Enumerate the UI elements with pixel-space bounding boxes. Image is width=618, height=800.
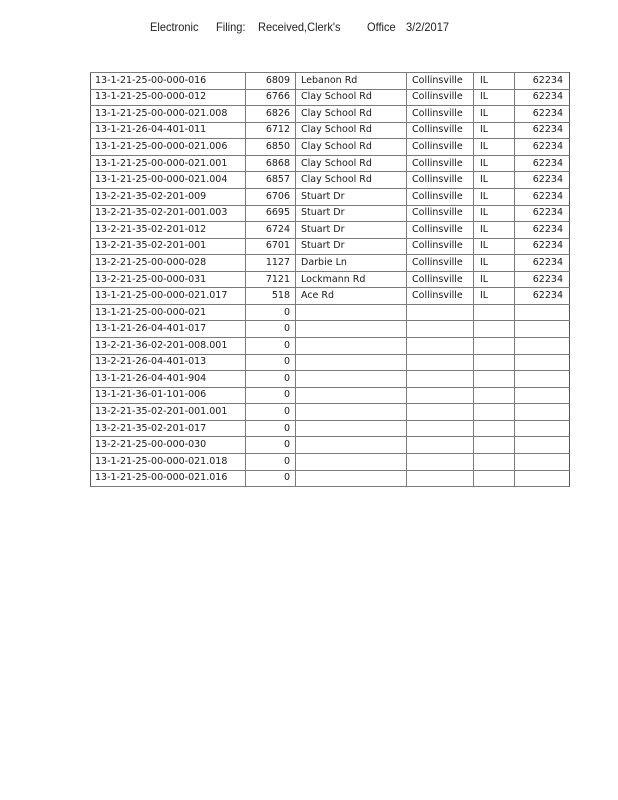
table-row (91, 155, 570, 172)
street-number-cell: 0 (246, 453, 296, 470)
zip-code-cell (515, 387, 570, 404)
table-row (91, 106, 570, 123)
state-cell (474, 404, 515, 421)
table-row (91, 172, 570, 189)
street-number-cell: 0 (246, 304, 296, 321)
city-cell: Collinsville (407, 122, 474, 139)
street-number-cell: 6809 (246, 73, 296, 90)
zip-code-cell (515, 321, 570, 338)
city-cell (407, 338, 474, 355)
city-cell: Collinsville (407, 155, 474, 172)
state-cell: IL (474, 73, 515, 90)
table-row (91, 89, 570, 106)
table-row (91, 420, 570, 437)
zip-code-cell (515, 354, 570, 371)
state-cell (474, 338, 515, 355)
parcel-number-cell: 13-2-21-25-00-000-030 (91, 437, 246, 454)
street-number-cell: 518 (246, 288, 296, 305)
state-cell (474, 453, 515, 470)
table-row (91, 338, 570, 355)
city-cell: Collinsville (407, 271, 474, 288)
street-number-cell: 0 (246, 338, 296, 355)
electronic-filing-stamp (0, 20, 618, 36)
zip-code-cell: 62234 (515, 205, 570, 222)
city-cell: Collinsville (407, 73, 474, 90)
zip-code-cell (515, 404, 570, 421)
street-number-cell: 7121 (246, 271, 296, 288)
zip-code-cell: 62234 (515, 222, 570, 239)
zip-code-cell (515, 338, 570, 355)
zip-code-cell (515, 371, 570, 388)
city-cell: Collinsville (407, 139, 474, 156)
state-cell: IL (474, 222, 515, 239)
city-cell (407, 371, 474, 388)
street-number-cell: 6695 (246, 205, 296, 222)
table-row (91, 255, 570, 272)
street-name-cell: Stuart Dr (296, 188, 407, 205)
parcel-number-cell: 13-2-21-35-02-201-001.001 (91, 404, 246, 421)
street-name-cell: Stuart Dr (296, 238, 407, 255)
state-cell: IL (474, 238, 515, 255)
zip-code-cell: 62234 (515, 139, 570, 156)
street-number-cell: 6724 (246, 222, 296, 239)
table-row (91, 404, 570, 421)
city-cell: Collinsville (407, 238, 474, 255)
street-number-cell: 0 (246, 371, 296, 388)
table-row (91, 271, 570, 288)
street-number-cell: 0 (246, 387, 296, 404)
street-name-cell: Ace Rd (296, 288, 407, 305)
state-cell (474, 470, 515, 487)
street-number-cell: 0 (246, 420, 296, 437)
street-name-cell (296, 437, 407, 454)
table-row (91, 437, 570, 454)
zip-code-cell: 62234 (515, 255, 570, 272)
table-row (91, 222, 570, 239)
street-name-cell: Stuart Dr (296, 222, 407, 239)
state-cell: IL (474, 288, 515, 305)
state-cell: IL (474, 122, 515, 139)
street-name-cell: Clay School Rd (296, 89, 407, 106)
street-name-cell (296, 304, 407, 321)
state-cell (474, 304, 515, 321)
street-name-cell (296, 420, 407, 437)
parcel-number-cell: 13-1-21-36-01-101-006 (91, 387, 246, 404)
street-number-cell: 6706 (246, 188, 296, 205)
stamp-word-office: Office (367, 20, 396, 34)
table-row (91, 387, 570, 404)
street-number-cell: 6712 (246, 122, 296, 139)
zip-code-cell: 62234 (515, 188, 570, 205)
state-cell (474, 371, 515, 388)
table-row (91, 73, 570, 90)
parcel-number-cell: 13-1-21-25-00-000-016 (91, 73, 246, 90)
parcel-number-cell: 13-1-21-25-00-000-021.004 (91, 172, 246, 189)
street-number-cell: 6701 (246, 238, 296, 255)
parcel-number-cell: 13-2-21-35-02-201-001 (91, 238, 246, 255)
city-cell: Collinsville (407, 222, 474, 239)
state-cell: IL (474, 106, 515, 123)
parcel-number-cell: 13-1-21-25-00-000-021.008 (91, 106, 246, 123)
stamp-date: 3/2/2017 (406, 20, 449, 34)
table-row (91, 371, 570, 388)
table-row (91, 453, 570, 470)
street-number-cell: 0 (246, 321, 296, 338)
street-name-cell (296, 354, 407, 371)
state-cell (474, 354, 515, 371)
zip-code-cell: 62234 (515, 122, 570, 139)
zip-code-cell: 62234 (515, 89, 570, 106)
state-cell: IL (474, 255, 515, 272)
parcel-number-cell: 13-2-21-25-00-000-028 (91, 255, 246, 272)
state-cell (474, 387, 515, 404)
city-cell (407, 321, 474, 338)
table-row (91, 470, 570, 487)
table-row (91, 354, 570, 371)
street-name-cell (296, 453, 407, 470)
parcel-number-cell: 13-1-21-25-00-000-012 (91, 89, 246, 106)
state-cell (474, 321, 515, 338)
street-number-cell: 0 (246, 404, 296, 421)
stamp-word-filing: Filing: (216, 20, 246, 34)
zip-code-cell: 62234 (515, 288, 570, 305)
street-number-cell: 0 (246, 354, 296, 371)
zip-code-cell: 62234 (515, 73, 570, 90)
street-name-cell: Lockmann Rd (296, 271, 407, 288)
zip-code-cell (515, 420, 570, 437)
city-cell (407, 354, 474, 371)
street-number-cell: 1127 (246, 255, 296, 272)
city-cell (407, 420, 474, 437)
parcel-number-cell: 13-2-21-26-04-401-013 (91, 354, 246, 371)
state-cell: IL (474, 172, 515, 189)
parcel-number-cell: 13-1-21-25-00-000-021.006 (91, 139, 246, 156)
street-number-cell: 6868 (246, 155, 296, 172)
city-cell: Collinsville (407, 106, 474, 123)
stamp-word-electronic: Electronic (150, 20, 199, 34)
street-name-cell: Darbie Ln (296, 255, 407, 272)
street-name-cell (296, 387, 407, 404)
street-number-cell: 0 (246, 437, 296, 454)
parcel-number-cell: 13-2-21-35-02-201-017 (91, 420, 246, 437)
street-name-cell (296, 321, 407, 338)
city-cell (407, 387, 474, 404)
parcel-number-cell: 13-2-21-25-00-000-031 (91, 271, 246, 288)
parcel-number-cell: 13-1-21-26-04-401-017 (91, 321, 246, 338)
state-cell: IL (474, 89, 515, 106)
zip-code-cell: 62234 (515, 172, 570, 189)
stamp-word-received-clerks: Received,Clerk's (258, 20, 341, 34)
parcel-number-cell: 13-2-21-35-02-201-012 (91, 222, 246, 239)
city-cell: Collinsville (407, 89, 474, 106)
street-number-cell: 6826 (246, 106, 296, 123)
parcel-number-cell: 13-2-21-35-02-201-009 (91, 188, 246, 205)
street-name-cell (296, 404, 407, 421)
table-row (91, 288, 570, 305)
city-cell (407, 453, 474, 470)
street-name-cell (296, 371, 407, 388)
zip-code-cell (515, 304, 570, 321)
street-name-cell: Clay School Rd (296, 139, 407, 156)
street-number-cell: 6766 (246, 89, 296, 106)
state-cell: IL (474, 271, 515, 288)
state-cell (474, 437, 515, 454)
city-cell: Collinsville (407, 255, 474, 272)
street-name-cell: Clay School Rd (296, 106, 407, 123)
parcel-address-table (90, 72, 570, 487)
table-row (91, 122, 570, 139)
table-row (91, 139, 570, 156)
city-cell (407, 470, 474, 487)
zip-code-cell (515, 453, 570, 470)
zip-code-cell: 62234 (515, 238, 570, 255)
table-row (91, 188, 570, 205)
table-row (91, 205, 570, 222)
city-cell: Collinsville (407, 172, 474, 189)
street-name-cell: Lebanon Rd (296, 73, 407, 90)
city-cell: Collinsville (407, 288, 474, 305)
table-row (91, 304, 570, 321)
zip-code-cell (515, 437, 570, 454)
street-number-cell: 6850 (246, 139, 296, 156)
parcel-number-cell: 13-1-21-26-04-401-011 (91, 122, 246, 139)
table-row (91, 238, 570, 255)
state-cell (474, 420, 515, 437)
street-name-cell: Clay School Rd (296, 172, 407, 189)
street-name-cell (296, 470, 407, 487)
parcel-number-cell: 13-2-21-36-02-201-008.001 (91, 338, 246, 355)
state-cell: IL (474, 139, 515, 156)
street-name-cell: Clay School Rd (296, 155, 407, 172)
zip-code-cell: 62234 (515, 155, 570, 172)
street-name-cell (296, 338, 407, 355)
state-cell: IL (474, 155, 515, 172)
street-name-cell: Stuart Dr (296, 205, 407, 222)
parcel-table-body (91, 73, 570, 487)
street-number-cell: 0 (246, 470, 296, 487)
zip-code-cell (515, 470, 570, 487)
parcel-number-cell: 13-1-21-25-00-000-021.018 (91, 453, 246, 470)
city-cell (407, 437, 474, 454)
table-row (91, 321, 570, 338)
state-cell: IL (474, 188, 515, 205)
parcel-number-cell: 13-1-21-25-00-000-021.017 (91, 288, 246, 305)
street-name-cell: Clay School Rd (296, 122, 407, 139)
parcel-number-cell: 13-1-21-26-04-401-904 (91, 371, 246, 388)
parcel-number-cell: 13-2-21-35-02-201-001.003 (91, 205, 246, 222)
parcel-number-cell: 13-1-21-25-00-000-021 (91, 304, 246, 321)
city-cell: Collinsville (407, 188, 474, 205)
zip-code-cell: 62234 (515, 271, 570, 288)
parcel-number-cell: 13-1-21-25-00-000-021.001 (91, 155, 246, 172)
parcel-number-cell: 13-1-21-25-00-000-021.016 (91, 470, 246, 487)
state-cell: IL (474, 205, 515, 222)
city-cell (407, 404, 474, 421)
zip-code-cell: 62234 (515, 106, 570, 123)
city-cell (407, 304, 474, 321)
city-cell: Collinsville (407, 205, 474, 222)
street-number-cell: 6857 (246, 172, 296, 189)
